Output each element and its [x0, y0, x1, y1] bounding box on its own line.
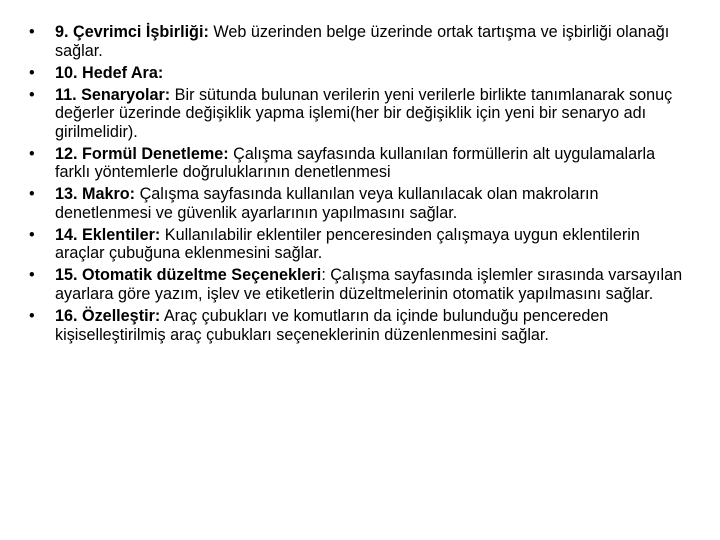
- list-item: [29, 226, 689, 263]
- bullet-marker: •: [29, 144, 35, 163]
- bullet-marker: •: [29, 266, 35, 285]
- bullet-marker: •: [29, 307, 35, 326]
- bullet-marker: •: [29, 225, 35, 244]
- item-text: Web üzerinden belge üzerinde ortak tartışma ve işbirliği olanağı sağlar.: [55, 23, 670, 60]
- item-term: 12. Formül Denetleme:: [55, 144, 229, 163]
- bullet-marker: •: [29, 63, 35, 82]
- bullet-marker: •: [29, 185, 35, 204]
- item-text: Kullanılabilir eklentiler penceresinden çalışmaya uygun eklentilerin araçlar çubuğuna eklenmesini sağlar.: [55, 225, 640, 263]
- bullet-marker: •: [29, 85, 35, 104]
- item-term: 16. Özelleştir:: [55, 307, 161, 326]
- bullet-list: [29, 23, 689, 348]
- bullet-marker: •: [29, 23, 35, 41]
- item-term: 10. Hedef Ara:: [55, 63, 164, 82]
- item-term: 9. Çevrimci İşbirliği:: [55, 23, 209, 41]
- list-item: [29, 266, 689, 303]
- item-text: Çalışma sayfasında kullanılan veya kullanılacak olan makroların denetlenmesi ve güvenlik ayarlarının yapılmasını sağlar.: [55, 185, 599, 222]
- list-item: [29, 64, 689, 83]
- list-item: [29, 23, 689, 60]
- item-term: 11. Senaryolar:: [55, 85, 171, 104]
- item-term: 15. Otomatik düzeltme Seçenekleri: [55, 266, 322, 285]
- item-text: : Çalışma sayfasında işlemler sırasında varsayılan ayarlara göre yazım, işlev ve etiketlerin düzeltmelerinin otomatik yapılmasını sağlar.: [55, 266, 683, 304]
- item-term: 13. Makro:: [55, 185, 136, 204]
- item-term: 14. Eklentiler:: [55, 225, 161, 244]
- list-item: [29, 185, 689, 222]
- item-text: Bir sütunda bulunan verilerin yeni verilerle birlikte tanımlanarak sonuç değerler üzerinde değişiklik yapma işlemi(her bir değişiklik için yeni bir senaryo adı girilmelidir).: [55, 85, 673, 141]
- list-item: [29, 145, 689, 182]
- item-text: Araç çubukları ve komutların da içinde bulunduğu pencereden kişiselleştirilmiş araç çubukları seçeneklerinin düzenlenmesini sağlar.: [55, 307, 609, 344]
- list-item: [29, 307, 689, 344]
- list-item: [29, 86, 689, 142]
- item-text: Çalışma sayfasında kullanılan formüllerin alt uygulamalarla farklı yöntemlerle doğruluklarının denetlenmesi: [55, 144, 656, 182]
